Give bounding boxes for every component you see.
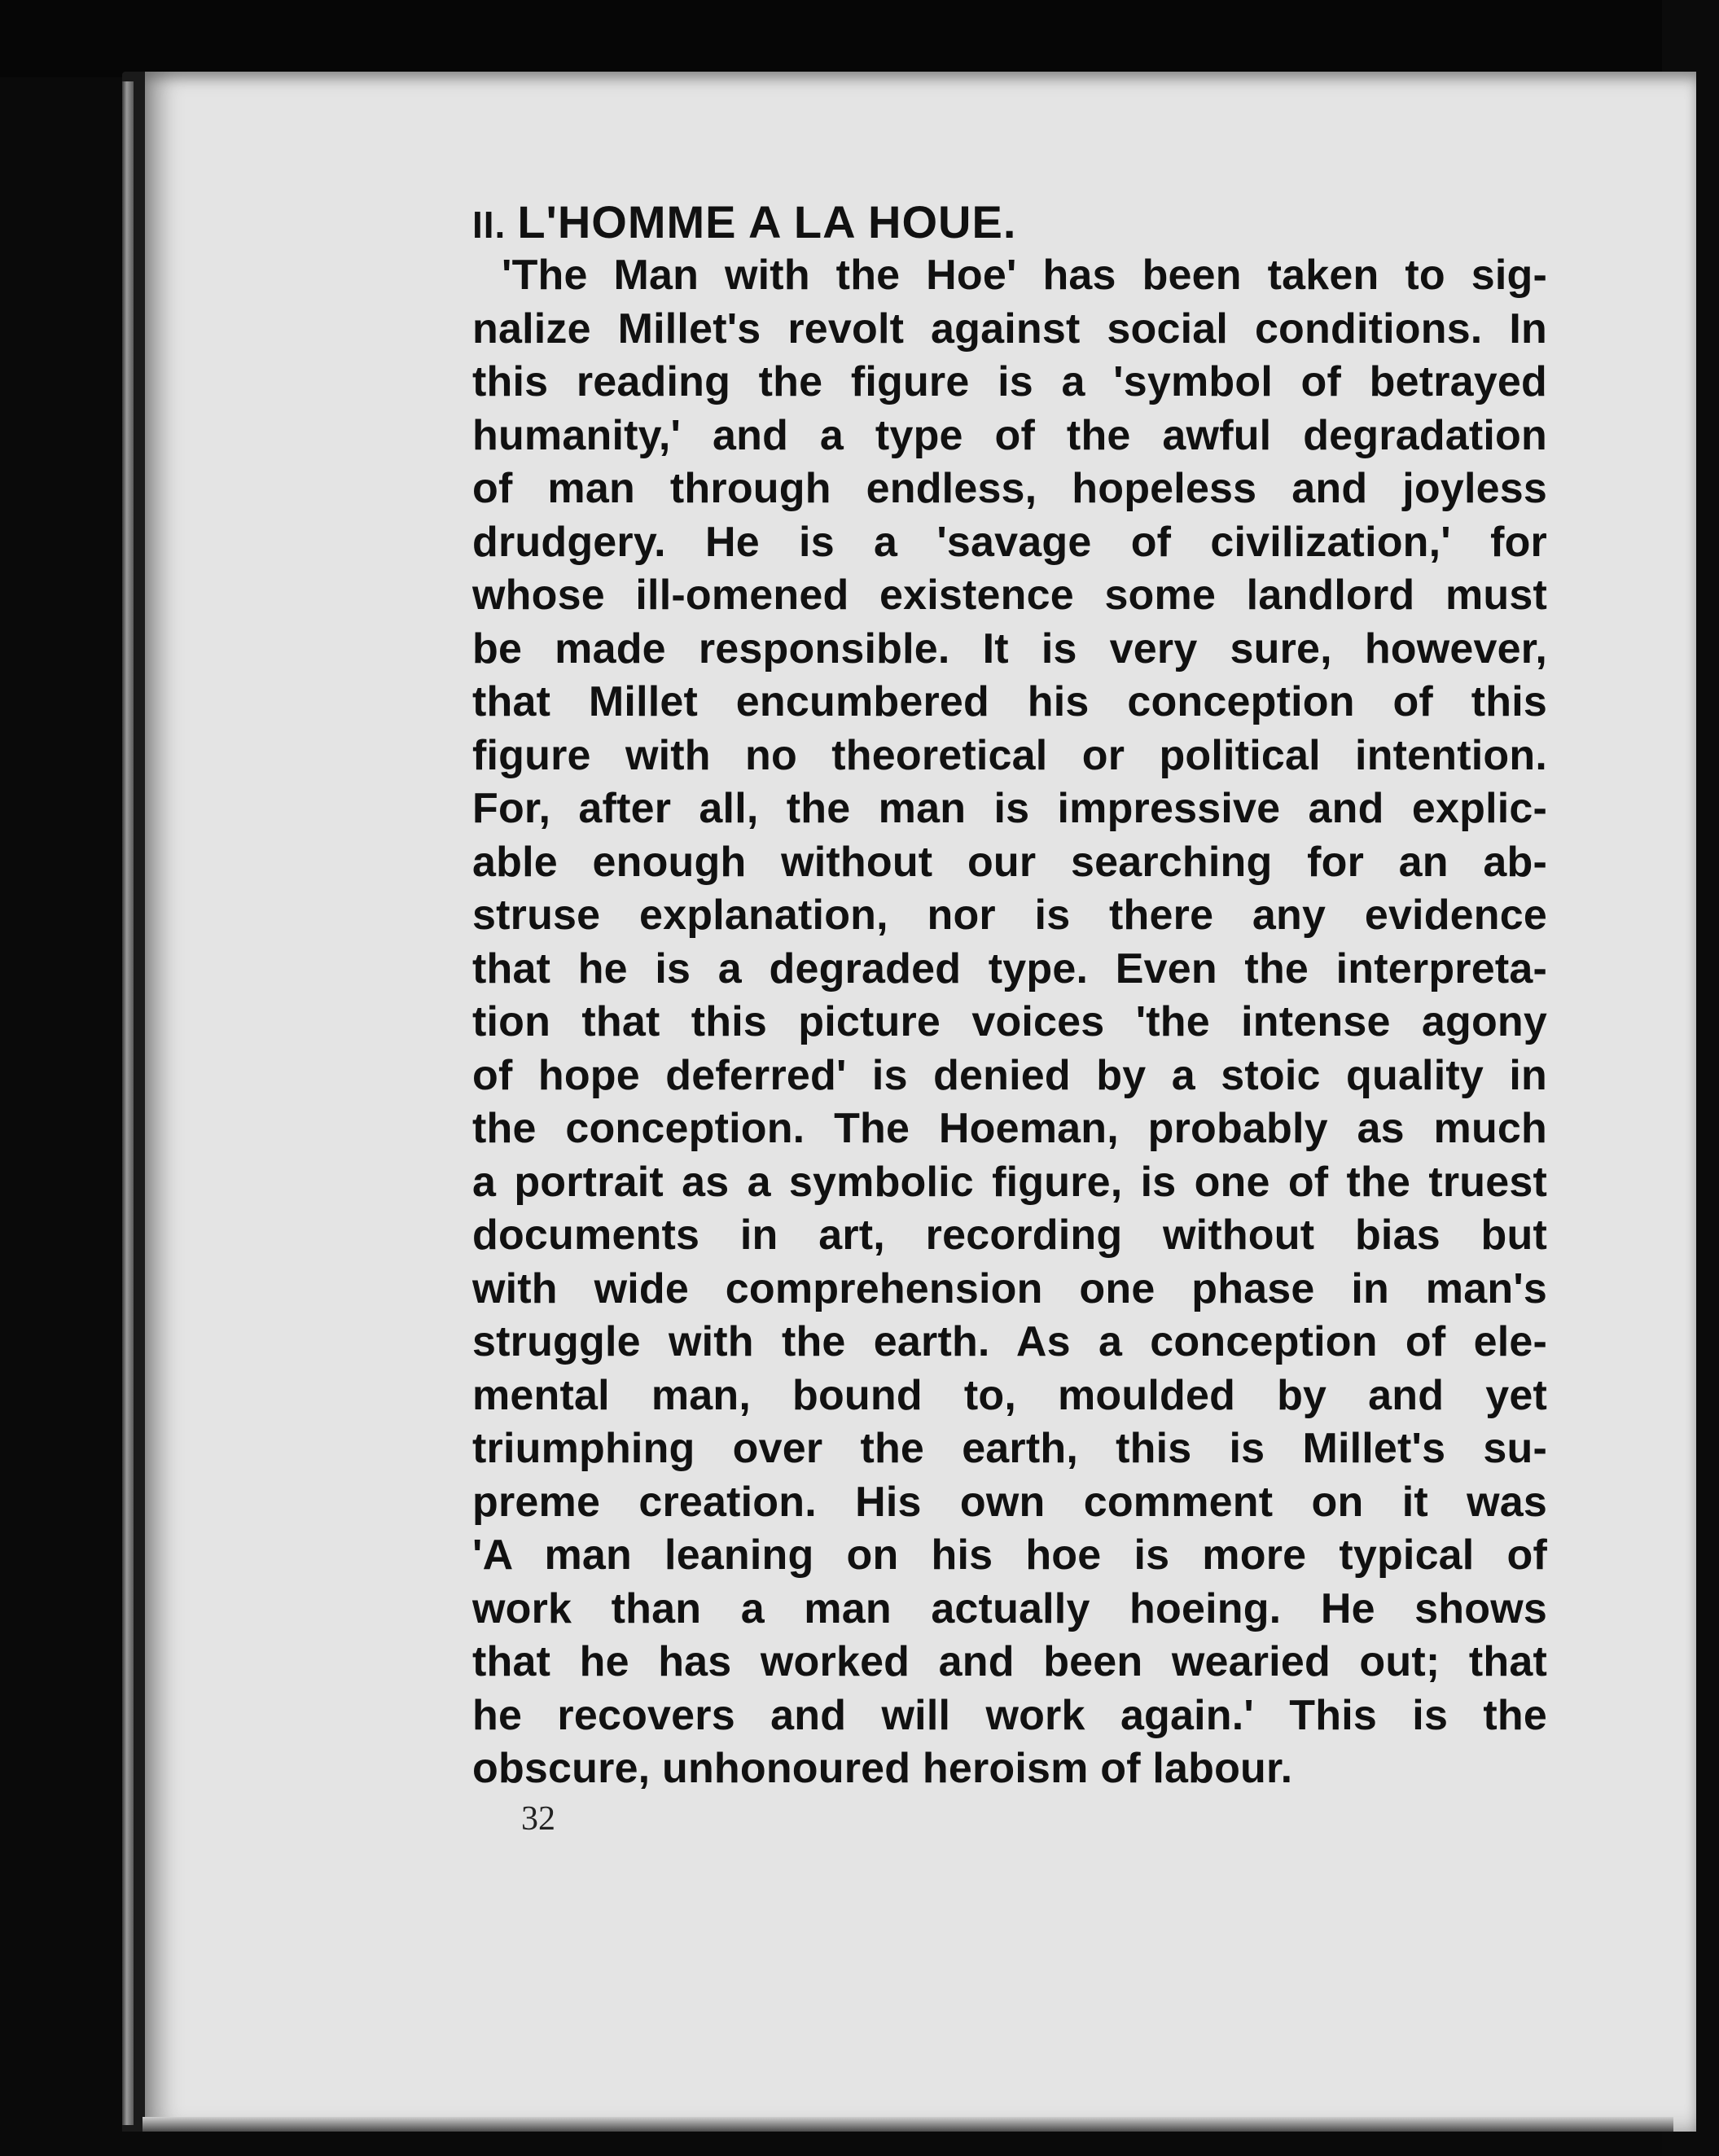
page-number: 32 [521, 1800, 555, 1838]
text-line: 'A man leaning on his hoe is more typical of [472, 1532, 1547, 1579]
text-line: struggle with the earth. As a conception of ele- [472, 1318, 1547, 1365]
scan-background-top [0, 0, 1719, 77]
section-number: II. [472, 204, 506, 246]
text-line: mental man, bound to, moulded by and yet [472, 1371, 1547, 1419]
text-line: the conception. The Hoeman, probably as much [472, 1105, 1547, 1152]
text-line: whose ill-omened existence some landlord must [472, 572, 1547, 619]
text-line: be made responsible. It is very sure, however, [472, 624, 1547, 673]
text-line: that he is a degraded type. Even the interpreta- [472, 944, 1547, 993]
text-line: obscure, unhonoured heroism of labour. [472, 1745, 1293, 1792]
section-heading [472, 195, 1547, 249]
text-line: preme creation. His own comment on it was [472, 1478, 1547, 1526]
text-line: that Millet encumbered his conception of this [472, 678, 1547, 725]
text-line: humanity,' and a type of the awful degradation [472, 411, 1547, 459]
text-line: he recovers and will work again.' This is the [472, 1691, 1547, 1739]
text-line: triumphing over the earth, this is Millet's su- [472, 1425, 1547, 1472]
text-line: that he has worked and been wearied out; that [472, 1638, 1547, 1685]
text-line: this reading the figure is a 'symbol of betrayed [472, 358, 1547, 405]
text-block [472, 195, 1547, 1796]
text-line: documents in art, recording without bias but [472, 1212, 1547, 1259]
text-line: drudgery. He is a 'savage of civilization,' for [472, 518, 1547, 566]
text-line: figure with no theoretical or political intention. [472, 731, 1547, 779]
page-bottom-edge [143, 2117, 1673, 2132]
text-line: work than a man actually hoeing. He shows [472, 1584, 1547, 1632]
text-line: struse explanation, nor is there any evidence [472, 892, 1547, 939]
text-line: tion that this picture voices 'the intense agony [472, 998, 1547, 1045]
body-text [472, 249, 1547, 1796]
text-line: nalize Millet's revolt against social conditions. In [472, 305, 1547, 353]
text-line: of man through endless, hopeless and joyless [472, 465, 1547, 512]
text-line: For, after all, the man is impressive and explic- [472, 785, 1547, 832]
text-line: 'The Man with the Hoe' has been taken to sig- [502, 252, 1547, 299]
text-line: a portrait as a symbolic figure, is one of the truest [472, 1158, 1547, 1206]
section-title: L'HOMME A LA HOUE. [517, 196, 1017, 248]
text-line: of hope deferred' is denied by a stoic quality in [472, 1051, 1547, 1099]
text-line: able enough without our searching for an ab- [472, 838, 1547, 886]
text-line: with wide comprehension one phase in man's [472, 1264, 1547, 1312]
page-binding-edge [122, 81, 134, 2125]
